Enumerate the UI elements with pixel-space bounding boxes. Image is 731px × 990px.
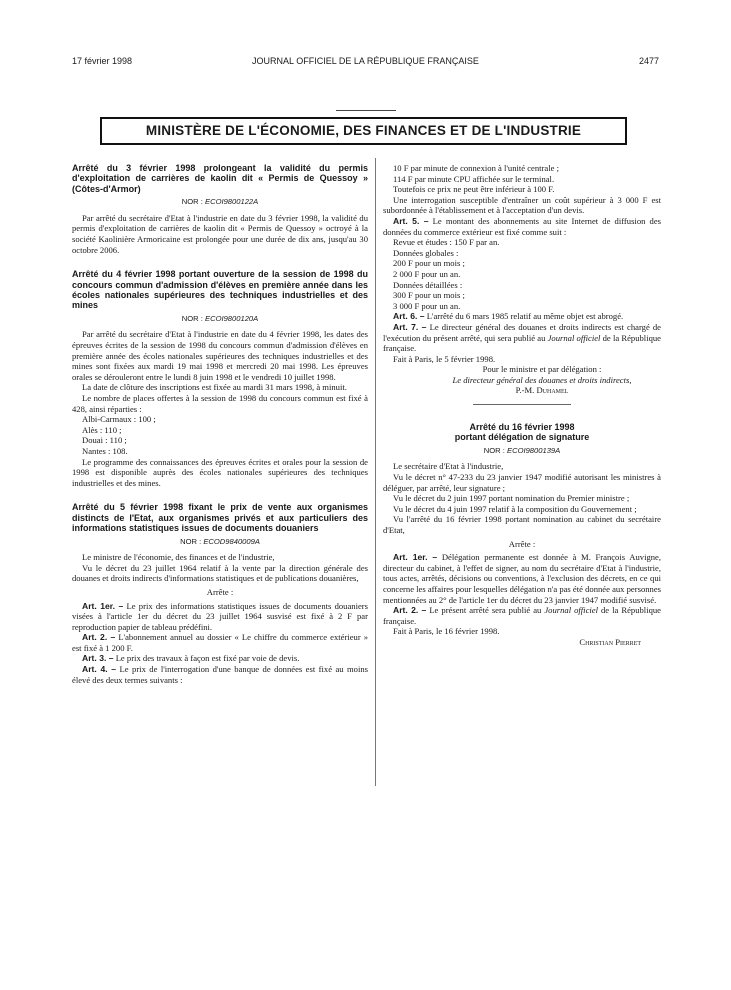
right-column xyxy=(383,163,661,648)
arrete-4-paragraph: Le secrétaire d'Etat à l'industrie, xyxy=(393,461,504,472)
rate-line: Données globales : xyxy=(393,247,459,258)
price-line: 114 F par minute CPU affichée sur le terminal. xyxy=(393,173,555,184)
article-3: Art. 3. – Le prix des travaux à façon est fixé par voie de devis. xyxy=(82,653,300,664)
arrete-4-nor: NOR : ECOI9800139A xyxy=(483,445,561,455)
article-1: Art. 1er. – Délégation permanente est donnée à M. François Auvigne, directeur du cabinet, à l'effet de signer, au nom du secrétaire d'Etat à l'industrie, tous actes, arrêtés, décisions ou conventions, à l'exclusion des décrets, en ce qui concerne les affaires pour lesquelles délégation n'a pas été donnée aux personnes mentionnées au 2° de l'article 1er du décret du 23 janvier 1947 modifié susvisé. xyxy=(383,552,662,605)
rate-line: 3 000 F pour un an. xyxy=(393,300,461,311)
arrete-2-title: Arrêté du 4 février 1998 portant ouverture de la session de 1998 du concours commun d'admission d'élèves en première année dans les écoles nationales supérieures des techniques industrielles et des mines xyxy=(72,269,368,311)
arrete-3-paragraph: Le ministre de l'économie, des finances et de l'industrie, xyxy=(82,552,275,563)
left-column xyxy=(72,163,368,685)
arrete-2-paragraph: Le nombre de places offertes à la session de 1998 du concours commun est fixé à 428, ainsi réparties : xyxy=(72,392,368,414)
signature: P.-M. Duhamel xyxy=(515,385,569,396)
header-page-number: 2477 xyxy=(638,56,659,66)
column-divider xyxy=(375,158,376,786)
arrete-1-title: Arrêté du 3 février 1998 prolongeant la validité du permis d'exploitation de carrières de kaolin dit « Permis de Quessoy » (Côtes-d'Armor) xyxy=(72,163,368,194)
arrete-3-title: Arrêté du 5 février 1998 fixant le prix de vente aux organismes distincts de l'Etat, aux organismes privés et aux particuliers des informations statistiques issues de documents douaniers xyxy=(72,502,368,534)
price-line: Une interrogation susceptible d'entraîner un coût supérieur à 3 000 F est subordonnée à l'établissement et à l'acceptation d'un devis. xyxy=(383,194,661,216)
price-line: 10 F par minute de connexion à l'unité centrale ; xyxy=(393,163,559,173)
arrete-3-nor: NOR : ECOD9840009A xyxy=(180,536,260,546)
separator xyxy=(473,404,571,406)
arrete-1-nor: NOR : ECOI9800122A xyxy=(181,197,259,207)
arrete-4-paragraph: Vu le décret du 4 juin 1997 relatif à la composition du Gouvernement ; xyxy=(393,503,637,514)
article-1: Art. 1er. – Le prix des informations statistiques issues de documents douaniers visées à l'article 1er du décret du 23 juillet 1964 susvisé est fixé à 2 F par reproduction papier de tableau prédéfini. xyxy=(72,600,368,632)
list-item: Albi-Carmaux : 100 ; xyxy=(82,414,156,425)
article-5: Art. 5. – Le montant des abonnements au site Internet de diffusion des données du commerce extérieur est fixé comme suit : xyxy=(383,215,661,237)
arrete-2-paragraph: La date de clôture des inscriptions est fixée au mardi 31 mars 1998, à minuit. xyxy=(82,382,347,393)
arrete-3-paragraph: Vu le décret du 23 juillet 1964 relatif à la vente par la direction générale des douanes et droits indirects d'informations statistiques et de publications douanières, xyxy=(72,562,368,584)
rate-line: 300 F pour un mois ; xyxy=(393,290,465,301)
rate-line: 200 F pour un mois ; xyxy=(393,258,465,269)
article-4: Art. 4. – Le prix de l'interrogation d'une banque de données est fixé au moins élevé des deux termes suivants : xyxy=(72,664,368,685)
header-journal-title: JOURNAL OFFICIEL DE LA RÉPUBLIQUE FRANÇAISE xyxy=(252,56,479,66)
list-item: Nantes : 108. xyxy=(82,445,128,456)
arrete-2-nor: NOR : ECOI9800120A xyxy=(181,313,259,323)
arrete-4-paragraph: Vu l'arrêté du 16 février 1998 portant nomination au cabinet du secrétaire d'Etat, xyxy=(383,514,661,536)
header-date: 17 février 1998 xyxy=(72,56,133,66)
article-7: Art. 7. – Le directeur général des douanes et droits indirects est chargé de l'exécution du présent arrêté, qui sera publié au Journal officiel de la République française. xyxy=(383,321,661,354)
arrete-heading: Arrête : xyxy=(508,538,536,549)
fait-a-paris: Fait à Paris, le 16 février 1998. xyxy=(393,626,500,637)
delegation-line: Pour le ministre et par délégation : xyxy=(482,364,602,375)
list-item: Alès : 110 ; xyxy=(82,424,122,435)
top-rule xyxy=(336,110,396,111)
article-2: Art. 2. – Le présent arrêté sera publié au Journal officiel de la République française. xyxy=(383,605,661,626)
rate-line: Données détaillées : xyxy=(393,279,463,290)
article-6: Art. 6. – L'arrêté du 6 mars 1985 relatif au même objet est abrogé. xyxy=(393,311,624,322)
signature: Christian Pierret xyxy=(579,636,641,647)
arrete-1-body: Par arrêté du secrétaire d'Etat à l'industrie en date du 3 février 1998, la validité du permis d'exploitation de carrières de kaolin dit « Permis de Quessoy » octroyé à la société Kaolinière Armoricaine est prolongée pour une durée de dix ans, jusqu'au 30 octobre 2006. xyxy=(72,212,368,255)
article-2: Art. 2. – L'abonnement annuel au dossier « Le chiffre du commerce extérieur » est fixé à 1 200 F. xyxy=(72,632,368,653)
arrete-4-paragraph: Vu le décret du 2 juin 1997 portant nomination du Premier ministre ; xyxy=(393,493,630,504)
list-item: Douai : 110 ; xyxy=(82,435,127,446)
rate-line: 2 000 F pour un an. xyxy=(393,268,461,279)
arrete-2-paragraph: Par arrêté du secrétaire d'Etat à l'industrie en date du 4 février 1998, les dates des épreuves écrites de la session de 1998 du concours commun d'admission d'élèves en première année des écoles nationales supérieures des techniques industrielles et des mines sont fixées aux mardi 19 mai 1998 et mercredi 20 mai 1998. Les épreuves orales se dérouleront entre le lundi 8 juin 1998 et le vendredi 10 juillet 1998. xyxy=(72,329,368,382)
arrete-2-paragraph: Le programme des connaissances des épreuves écrites et orales pour la session de 1998 est disponible auprès des écoles nationales supérieures des techniques industrielles et des mines. xyxy=(72,456,368,488)
arrete-4-title: Arrêté du 16 février 1998 portant délégation de signature xyxy=(454,422,590,443)
arrete-4-paragraph: Vu le décret n° 47-233 du 23 janvier 1947 modifié autorisant les ministres à déléguer, par arrêté, leur signature ; xyxy=(383,472,661,493)
arrete-heading: Arrête : xyxy=(206,586,234,597)
page-header xyxy=(72,56,659,70)
ministry-banner: MINISTÈRE DE L'ÉCONOMIE, DES FINANCES ET DE L'INDUSTRIE xyxy=(100,117,627,145)
price-line: Toutefois ce prix ne peut être inférieur à 100 F. xyxy=(393,184,555,195)
rate-line: Revue et études : 150 F par an. xyxy=(393,237,500,248)
director-title: Le directeur général des douanes et droits indirects, xyxy=(452,374,632,385)
fait-a-paris: Fait à Paris, le 5 février 1998. xyxy=(393,353,496,364)
